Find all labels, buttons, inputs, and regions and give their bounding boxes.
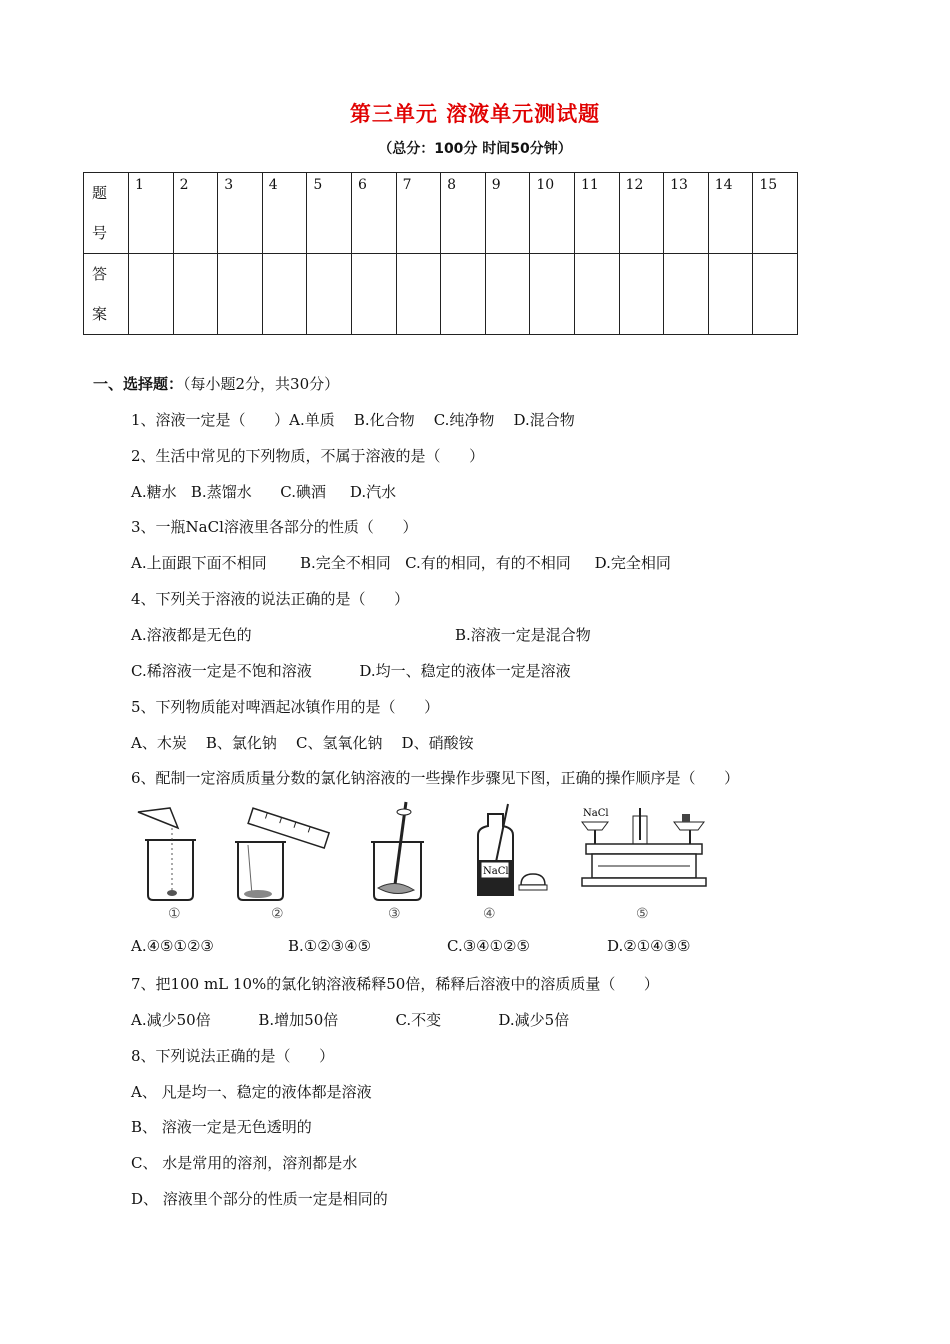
figure-label: ⑤ bbox=[636, 906, 649, 922]
question-number: 4 bbox=[262, 173, 307, 254]
cylinder-pouring-water-icon bbox=[228, 800, 338, 905]
balance-scale-icon bbox=[578, 800, 718, 905]
option-line: A.上面跟下面不相同 B.完全不相同 C.有的相同，有的不相同 D.完全相同 bbox=[131, 554, 671, 572]
option-line: D、 溶液里个部分的性质一定是相同的 bbox=[131, 1190, 388, 1208]
table-row bbox=[84, 173, 798, 254]
answer-cell[interactable] bbox=[173, 254, 218, 335]
option-line: A.溶液都是无色的 bbox=[131, 626, 252, 644]
option-line: A、 凡是均一、稳定的液体都是溶液 bbox=[131, 1083, 372, 1101]
beaker-pouring-solid-icon bbox=[128, 800, 218, 905]
row-label-number: 题 号 bbox=[84, 173, 129, 254]
question-number: 12 bbox=[619, 173, 664, 254]
answer-cell[interactable] bbox=[619, 254, 664, 335]
figure-label: ③ bbox=[388, 906, 401, 922]
answer-table bbox=[83, 172, 798, 335]
question-number: 3 bbox=[218, 173, 263, 254]
option-line: B.溶液一定是混合物 bbox=[455, 626, 591, 644]
answer-cell[interactable] bbox=[351, 254, 396, 335]
answer-cell[interactable] bbox=[753, 254, 798, 335]
bottle-label: NaCl bbox=[483, 866, 509, 877]
figure-label: ④ bbox=[483, 906, 496, 922]
answer-cell[interactable] bbox=[218, 254, 263, 335]
question-line: 6、配制一定溶质质量分数的氯化钠溶液的一些操作步骤见下图，正确的操作顺序是（ ） bbox=[131, 769, 740, 787]
figure-label: ① bbox=[168, 906, 181, 922]
question-number: 6 bbox=[351, 173, 396, 254]
answer-cell[interactable] bbox=[307, 254, 352, 335]
option-line: C.稀溶液一定是不饱和溶液 D.均一、稳定的液体一定是溶液 bbox=[131, 662, 571, 680]
row-label-answer: 答 案 bbox=[84, 254, 129, 335]
question-line: 2、生活中常见的下列物质，不属于溶液的是（ ） bbox=[131, 447, 485, 465]
page-subtitle: （总分：100分 时间50分钟） bbox=[378, 141, 572, 157]
option-line: A.④⑤①②③ bbox=[131, 937, 214, 955]
question-number: 1 bbox=[129, 173, 174, 254]
option-line: A.糖水 B.蒸馏水 C.碘酒 D.汽水 bbox=[131, 483, 397, 501]
question-number: 7 bbox=[396, 173, 441, 254]
answer-cell[interactable] bbox=[485, 254, 530, 335]
option-line: D.②①④③⑤ bbox=[607, 937, 691, 955]
option-line: C、 水是常用的溶剂，溶剂都是水 bbox=[131, 1154, 358, 1172]
question-number: 13 bbox=[664, 173, 709, 254]
question-number: 14 bbox=[708, 173, 753, 254]
section-heading: 一、选择题：（每小题2分，共30分） bbox=[93, 375, 340, 393]
answer-cell[interactable] bbox=[708, 254, 753, 335]
page-title: 第三单元 溶液单元测试题 bbox=[349, 102, 601, 126]
option-line: B.①②③④⑤ bbox=[288, 937, 372, 955]
option-line: A.减少50倍 B.增加50倍 C.不变 D.减少5倍 bbox=[131, 1011, 570, 1029]
question-number: 5 bbox=[307, 173, 352, 254]
answer-cell[interactable] bbox=[530, 254, 575, 335]
question-line: 7、把100 mL 10%的氯化钠溶液稀释50倍，稀释后溶液中的溶质质量（ ） bbox=[131, 975, 659, 993]
question-line: 3、一瓶NaCl溶液里各部分的性质（ ） bbox=[131, 518, 418, 536]
option-line: A、木炭 B、氯化钠 C、氢氧化钠 D、硝酸铵 bbox=[131, 734, 474, 752]
lab-procedure-figure bbox=[128, 800, 718, 930]
question-line: 8、下列说法正确的是（ ） bbox=[131, 1047, 335, 1065]
question-number: 9 bbox=[485, 173, 530, 254]
stirring-rod-beaker-icon bbox=[366, 800, 446, 905]
question-number: 10 bbox=[530, 173, 575, 254]
question-line: 1、溶液一定是（ ）A.单质 B.化合物 C.纯净物 D.混合物 bbox=[131, 411, 575, 429]
figure-label: ② bbox=[271, 906, 284, 922]
answer-cell[interactable] bbox=[441, 254, 486, 335]
table-row bbox=[84, 254, 798, 335]
answer-cell[interactable] bbox=[396, 254, 441, 335]
question-number: 15 bbox=[753, 173, 798, 254]
option-line: B、 溶液一定是无色透明的 bbox=[131, 1118, 312, 1136]
question-number: 11 bbox=[574, 173, 619, 254]
answer-cell[interactable] bbox=[574, 254, 619, 335]
answer-cell[interactable] bbox=[129, 254, 174, 335]
question-number: 8 bbox=[441, 173, 486, 254]
question-line: 5、下列物质能对啤酒起冰镇作用的是（ ） bbox=[131, 698, 440, 716]
answer-cell[interactable] bbox=[664, 254, 709, 335]
option-line: C.③④①②⑤ bbox=[447, 937, 530, 955]
nacl-reagent-bottle-icon bbox=[463, 800, 553, 905]
balance-label: NaCl bbox=[583, 808, 609, 819]
question-number: 2 bbox=[173, 173, 218, 254]
answer-cell[interactable] bbox=[262, 254, 307, 335]
question-line: 4、下列关于溶液的说法正确的是（ ） bbox=[131, 590, 410, 608]
